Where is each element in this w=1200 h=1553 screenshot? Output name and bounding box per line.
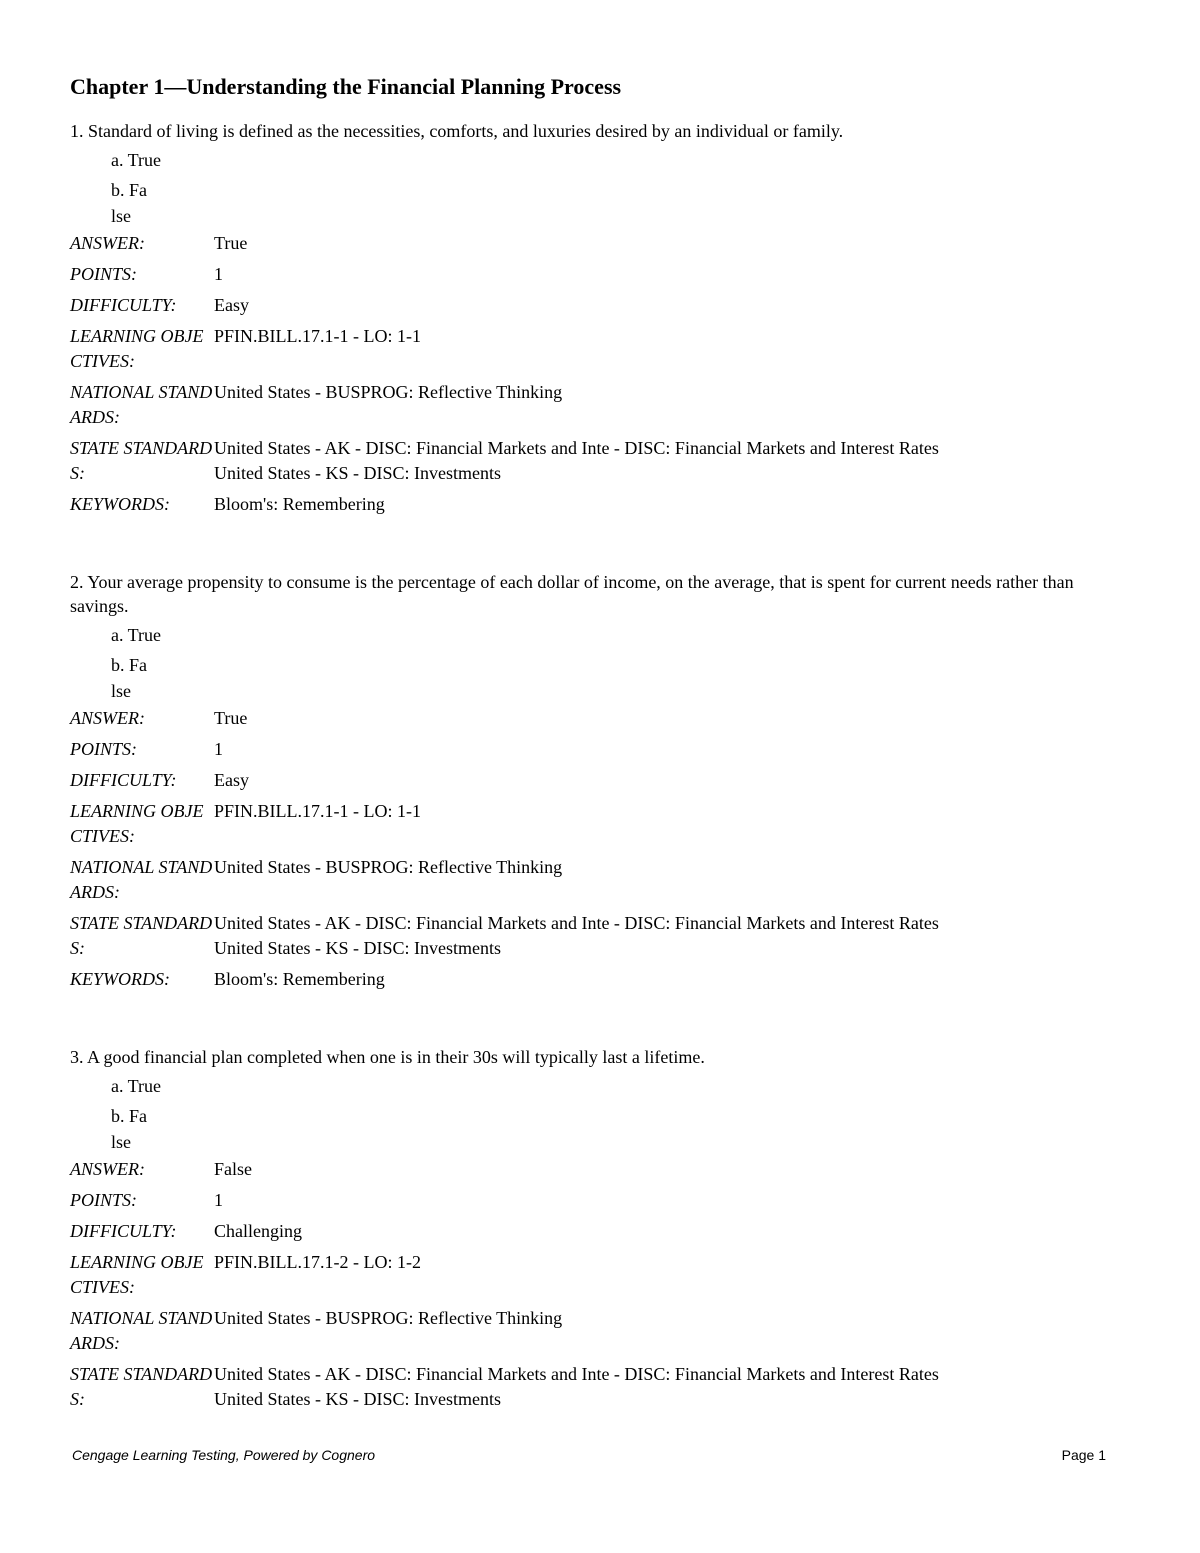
question-metadata <box>70 1157 1128 1412</box>
national-standards-value: United States - BUSPROG: Reflective Thinking <box>214 1308 563 1328</box>
national-standards-label: NATIONAL STANDARDS: <box>70 382 213 427</box>
keywords-row <box>70 967 1128 992</box>
points-row <box>70 262 1128 287</box>
difficulty-label: DIFFICULTY: <box>70 295 177 315</box>
difficulty-value: Easy <box>214 770 249 790</box>
question-metadata <box>70 231 1128 517</box>
question-3 <box>70 1045 1128 1418</box>
difficulty-value: Challenging <box>214 1221 302 1241</box>
state-standard-line: United States - AK - DISC: Financial Markets and Inte - DISC: Financial Markets and Interest Rates <box>214 1364 939 1384</box>
answer-options <box>111 146 1128 229</box>
points-row <box>70 737 1128 762</box>
learning-objectives-label: LEARNING OBJECTIVES: <box>70 326 204 371</box>
keywords-value: Bloom's: Remembering <box>214 969 385 989</box>
answer-row <box>70 231 1128 256</box>
answer-label: ANSWER: <box>70 1159 145 1179</box>
state-standard-line: United States - KS - DISC: Investments <box>214 1389 501 1409</box>
state-standards-row <box>70 911 1128 961</box>
state-standards-value <box>214 436 1128 486</box>
answer-label: ANSWER: <box>70 708 145 728</box>
difficulty-value: Easy <box>214 295 249 315</box>
national-standards-value: United States - BUSPROG: Reflective Thinking <box>214 382 563 402</box>
question-stem: 1. Standard of living is defined as the necessities, comforts, and luxuries desired by an individual or family. <box>70 121 844 141</box>
question-stem: 2. Your average propensity to consume is the percentage of each dollar of income, on the average, that is spent for current needs rather than savings. <box>70 572 1074 616</box>
learning-objectives-value: PFIN.BILL.17.1-1 - LO: 1-1 <box>214 326 421 346</box>
points-value: 1 <box>214 264 223 284</box>
national-standards-value: United States - BUSPROG: Reflective Thinking <box>214 857 563 877</box>
answer-label: ANSWER: <box>70 233 145 253</box>
state-standards-row <box>70 1362 1128 1412</box>
learning-objectives-label: LEARNING OBJECTIVES: <box>70 801 204 846</box>
difficulty-row <box>70 768 1128 793</box>
footer-publisher: Cengage Learning Testing, Powered by Cognero <box>72 1447 376 1463</box>
points-row <box>70 1188 1128 1213</box>
keywords-label: KEYWORDS: <box>70 969 170 989</box>
state-standards-value <box>214 1362 1128 1412</box>
state-standards-label: STATE STANDARDS: <box>70 1364 213 1409</box>
answer-row <box>70 706 1128 731</box>
option-true: a. True <box>111 1076 162 1096</box>
chapter-title: Chapter 1—Understanding the Financial Planning Process <box>70 74 622 99</box>
question-stem: 3. A good financial plan completed when one is in their 30s will typically last a lifetime. <box>70 1047 705 1067</box>
points-label: POINTS: <box>70 264 137 284</box>
state-standard-line: United States - AK - DISC: Financial Markets and Inte - DISC: Financial Markets and Interest Rates <box>214 913 939 933</box>
answer-row <box>70 1157 1128 1182</box>
state-standards-value <box>214 911 1128 961</box>
keywords-label: KEYWORDS: <box>70 494 170 514</box>
learning-objectives-value: PFIN.BILL.17.1-2 - LO: 1-2 <box>214 1252 421 1272</box>
points-value: 1 <box>214 1190 223 1210</box>
option-true: a. True <box>111 625 162 645</box>
learning-objectives-row <box>70 1250 1128 1300</box>
keywords-row <box>70 492 1128 517</box>
national-standards-row <box>70 855 1128 905</box>
page-footer <box>72 1447 1106 1463</box>
national-standards-label: NATIONAL STANDARDS: <box>70 1308 213 1353</box>
option-false: b. False <box>111 1106 147 1152</box>
answer-value: True <box>214 708 248 728</box>
learning-objectives-label: LEARNING OBJECTIVES: <box>70 1252 204 1297</box>
state-standard-line: United States - AK - DISC: Financial Markets and Inte - DISC: Financial Markets and Interest Rates <box>214 438 939 458</box>
national-standards-row <box>70 1306 1128 1356</box>
question-1 <box>70 119 1128 523</box>
learning-objectives-value: PFIN.BILL.17.1-1 - LO: 1-1 <box>214 801 421 821</box>
national-standards-label: NATIONAL STANDARDS: <box>70 857 213 902</box>
difficulty-row <box>70 1219 1128 1244</box>
answer-value: False <box>214 1159 252 1179</box>
option-false: b. False <box>111 180 147 226</box>
keywords-value: Bloom's: Remembering <box>214 494 385 514</box>
points-value: 1 <box>214 739 223 759</box>
question-2 <box>70 570 1128 998</box>
state-standard-line: United States - KS - DISC: Investments <box>214 463 501 483</box>
learning-objectives-row <box>70 799 1128 849</box>
state-standards-label: STATE STANDARDS: <box>70 438 213 483</box>
option-false: b. False <box>111 655 147 701</box>
option-true: a. True <box>111 150 162 170</box>
state-standard-line: United States - KS - DISC: Investments <box>214 938 501 958</box>
state-standards-label: STATE STANDARDS: <box>70 913 213 958</box>
difficulty-label: DIFFICULTY: <box>70 770 177 790</box>
state-standards-row <box>70 436 1128 486</box>
points-label: POINTS: <box>70 739 137 759</box>
question-metadata <box>70 706 1128 992</box>
national-standards-row <box>70 380 1128 430</box>
difficulty-label: DIFFICULTY: <box>70 1221 177 1241</box>
answer-options <box>111 1072 1128 1155</box>
learning-objectives-row <box>70 324 1128 374</box>
answer-value: True <box>214 233 248 253</box>
answer-options <box>111 621 1128 704</box>
points-label: POINTS: <box>70 1190 137 1210</box>
footer-page-number: Page 1 <box>1061 1447 1106 1463</box>
difficulty-row <box>70 293 1128 318</box>
